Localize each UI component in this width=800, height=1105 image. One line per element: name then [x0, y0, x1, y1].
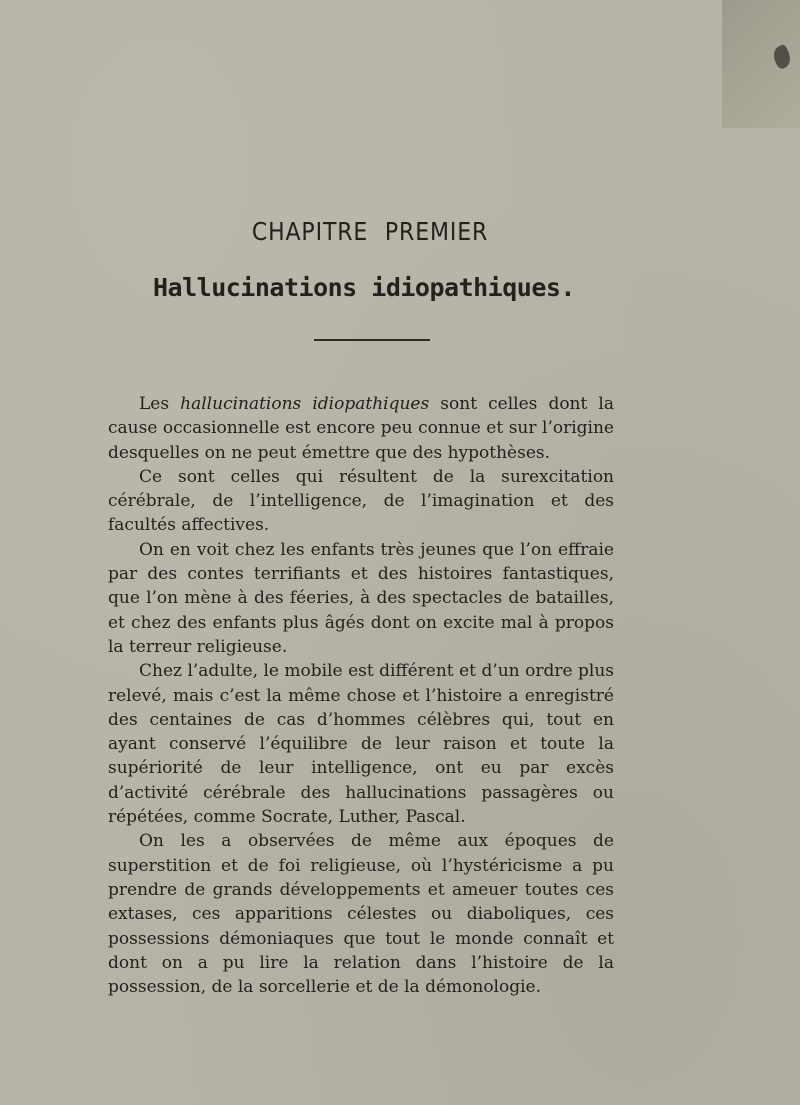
chapter-heading: CHAPITRE PREMIER: [251, 217, 489, 246]
chapter-title: Hallucinations idiopathiques.: [153, 273, 575, 302]
paragraph-1-rest: sont celles dont la cause occasionnelle est encore peu connue et sur l’origine desquelles on ne peut émettre que des hypothèses.: [108, 394, 614, 463]
paragraph-3: On en voit chez les enfants très jeunes que l’on effraie par des contes terrifiants et des histoires fantastiques, que l’on mène à des féeries, à des spectacles de batailles, et chez des enfants plus âgés dont on excite mal à propos la terreur religieuse.: [108, 539, 614, 657]
emphasized-term: hallucinations idiopathiques: [180, 394, 430, 414]
body-text: [108, 392, 614, 999]
paragraph-4: Chez l’adulte, le mobile est différent et d’un ordre plus relevé, mais c’est la même chose et l’histoire a enregistré des centaines de cas d’hommes célèbres qui, tout en ayant conservé l’équilibre de leur raison et toute la supériorité de leur intelligence, ont eu par excès d’activité cérébrale des hallucinations passagères ou répétées, comme Socrate, Luther, Pascal.: [108, 661, 614, 828]
paragraph-1-start: Les: [139, 394, 181, 414]
paragraph-2: Ce sont celles qui résultent de la surexcitation cérébrale, de l’intelligence, de l’imagination et des facultés affectives.: [108, 466, 614, 536]
paragraph-5: On les a observées de même aux époques de superstition et de foi religieuse, où l’hystéricisme a pu prendre de grands développements et ameuer toutes ces extases, ces apparitions célestes ou diaboliques, ces possessions démoniaques que tout le monde connaît et dont on a pu lire la relation dans l’histoire de la possession, de la sorcellerie et de la démonologie.: [108, 831, 614, 998]
ink-blot-mark: [770, 44, 794, 71]
scan-corner-patch: [722, 0, 800, 128]
paragraph-1: [108, 392, 614, 465]
section-divider: [314, 339, 430, 341]
